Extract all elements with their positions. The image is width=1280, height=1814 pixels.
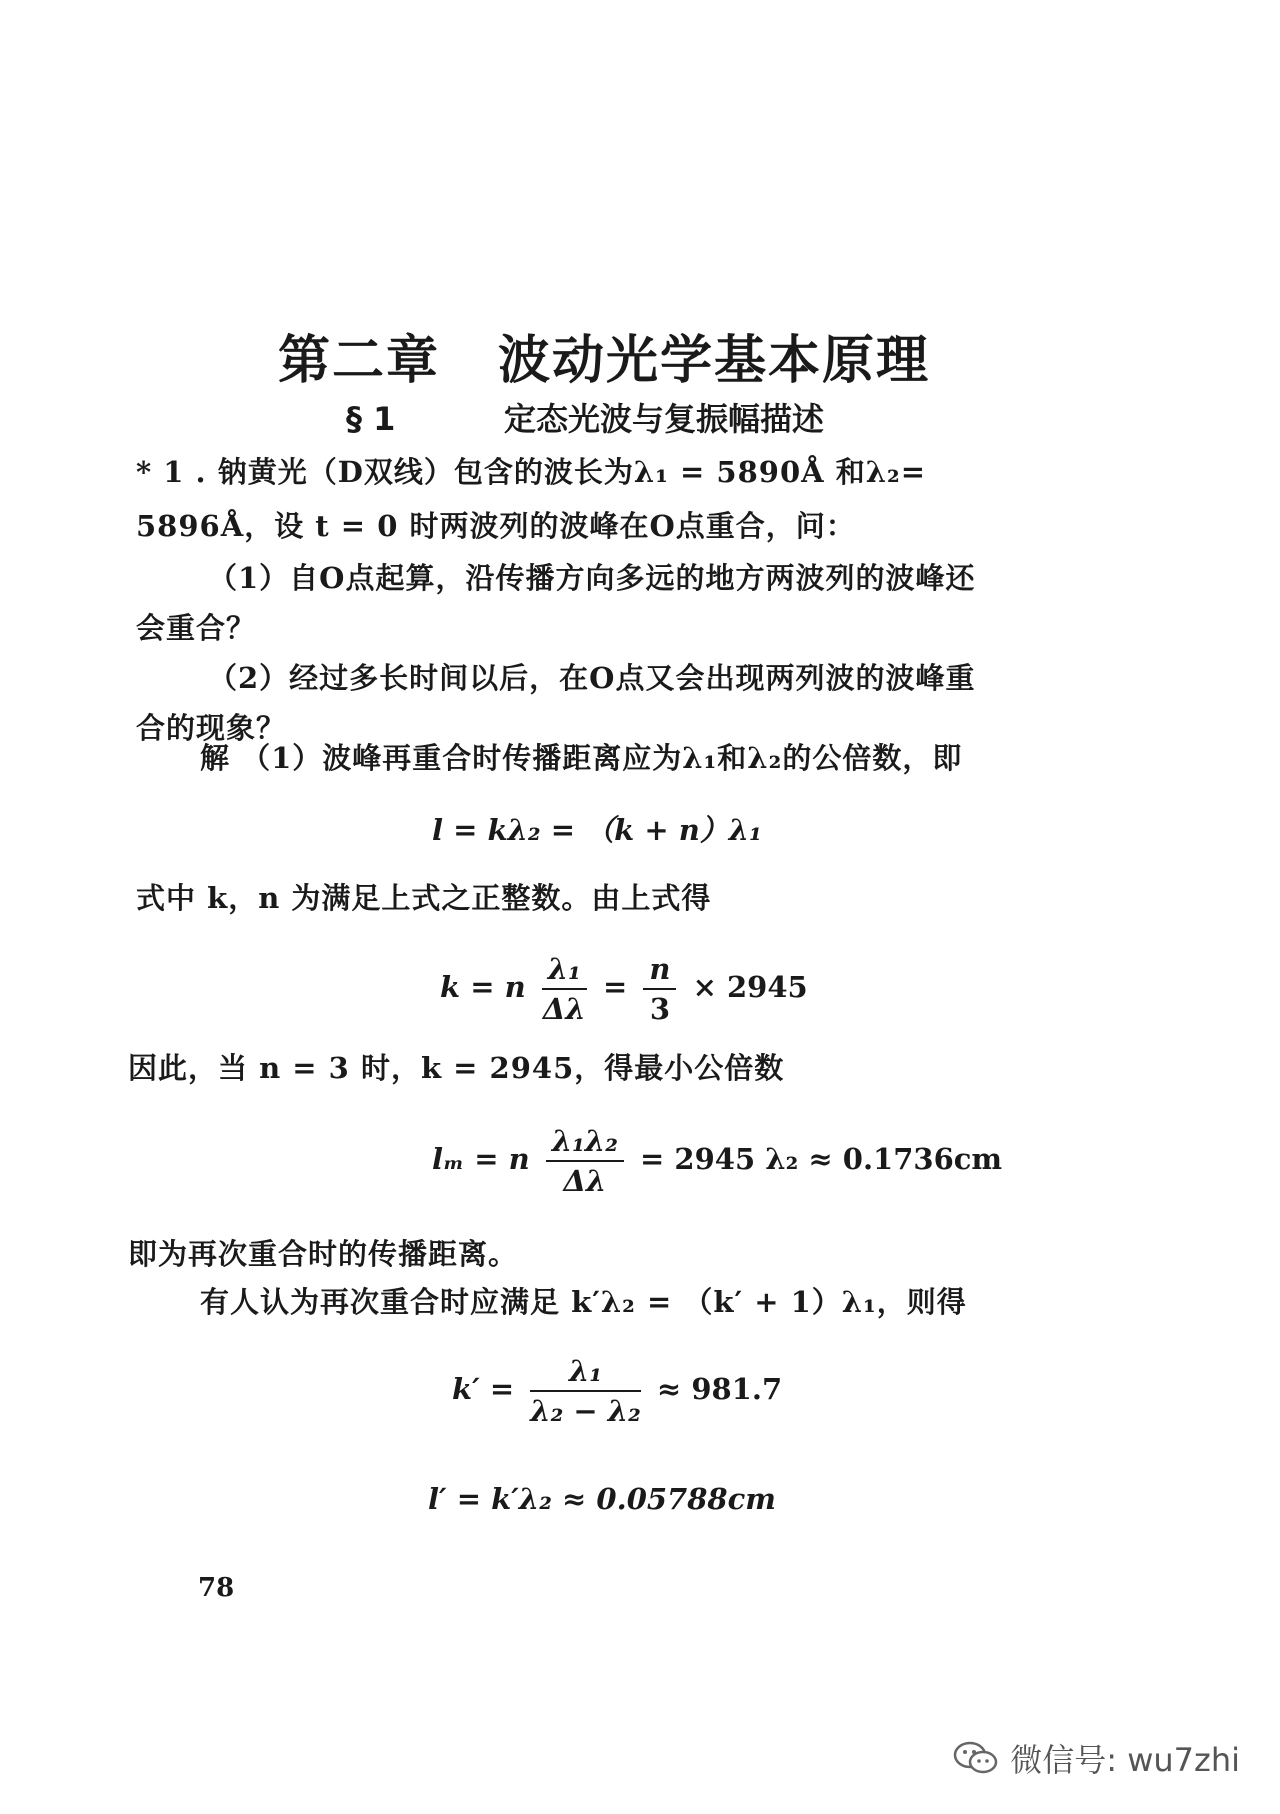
question-2-line-2: 合的现象？ xyxy=(136,711,287,745)
section-title xyxy=(346,394,824,440)
eq3-rhs: = 2945 λ₂ ≈ 0.1736cm xyxy=(640,1142,1003,1176)
eq3-denominator: Δλ xyxy=(563,1164,607,1198)
eq2-rhs: × 2945 xyxy=(692,970,808,1004)
eq3-fraction xyxy=(546,1124,624,1198)
page-number: 78 xyxy=(198,1573,235,1603)
section-name: 定态光波与复振幅描述 xyxy=(504,400,825,438)
equation-3 xyxy=(432,1124,1002,1198)
question-2-line-1: （2）经过多长时间以后，在O点又会出现两列波的波峰重 xyxy=(208,661,976,695)
eq2-numerator-2: n xyxy=(643,952,676,990)
eq4-denominator: λ₂ − λ₂ xyxy=(530,1394,641,1428)
watermark xyxy=(952,1735,1240,1786)
eq4-numerator: λ₁ xyxy=(530,1354,641,1392)
eq2-denominator: Δλ xyxy=(542,992,586,1026)
equation-1: l = kλ₂ = （k + n）λ₁ xyxy=(432,813,762,847)
problem-line-2: 5896Å，设 t = 0 时两波列的波峰在O点重合，问： xyxy=(136,509,856,543)
equation-5: l′ = k′λ₂ ≈ 0.05788cm xyxy=(428,1482,776,1516)
chapter-title xyxy=(278,318,930,393)
eq3-lhs: lₘ = n xyxy=(432,1142,530,1176)
question-1-line-1: （1）自O点起算，沿传播方向多远的地方两波列的波峰还 xyxy=(208,561,976,595)
solution-text-4: 有人认为再次重合时应满足 k′λ₂ = （k′ + 1）λ₁，则得 xyxy=(200,1285,967,1319)
eq4-lhs: k′ = xyxy=(452,1372,515,1406)
eq4-fraction xyxy=(530,1354,641,1428)
eq2-numerator: λ₁ xyxy=(542,952,587,990)
eq2-fraction-2 xyxy=(643,952,676,1026)
section-number: § 1 xyxy=(346,400,396,438)
equation-4 xyxy=(452,1354,782,1428)
solution-text-2: 因此，当 n = 3 时，k = 2945，得最小公倍数 xyxy=(128,1051,785,1085)
eq4-rhs: ≈ 981.7 xyxy=(656,1372,783,1406)
equation-2 xyxy=(440,952,808,1026)
chapter-number: 第二章 xyxy=(278,330,441,391)
wechat-icon xyxy=(952,1738,1000,1786)
problem-line-1: * 1 . 钠黄光（D双线）包含的波长为λ₁ = 5890Å 和λ₂= xyxy=(136,455,927,489)
solution-text-3: 即为再次重合时的传播距离。 xyxy=(128,1237,519,1271)
eq2-denominator-2: 3 xyxy=(649,992,670,1026)
chapter-name: 波动光学基本原理 xyxy=(498,330,931,391)
solution-text-1: 式中 k，n 为满足上式之正整数。由上式得 xyxy=(136,881,712,915)
solution-intro: 解 （1）波峰再重合时传播距离应为λ₁和λ₂的公倍数，即 xyxy=(200,741,963,775)
question-1-line-2: 会重合？ xyxy=(136,611,257,645)
eq2-equals: = xyxy=(602,970,628,1004)
eq2-lhs: k = n xyxy=(440,970,526,1004)
eq2-fraction xyxy=(542,952,587,1026)
watermark-text: 微信号: wu7zhi xyxy=(1010,1741,1240,1779)
eq3-numerator: λ₁λ₂ xyxy=(546,1124,624,1162)
